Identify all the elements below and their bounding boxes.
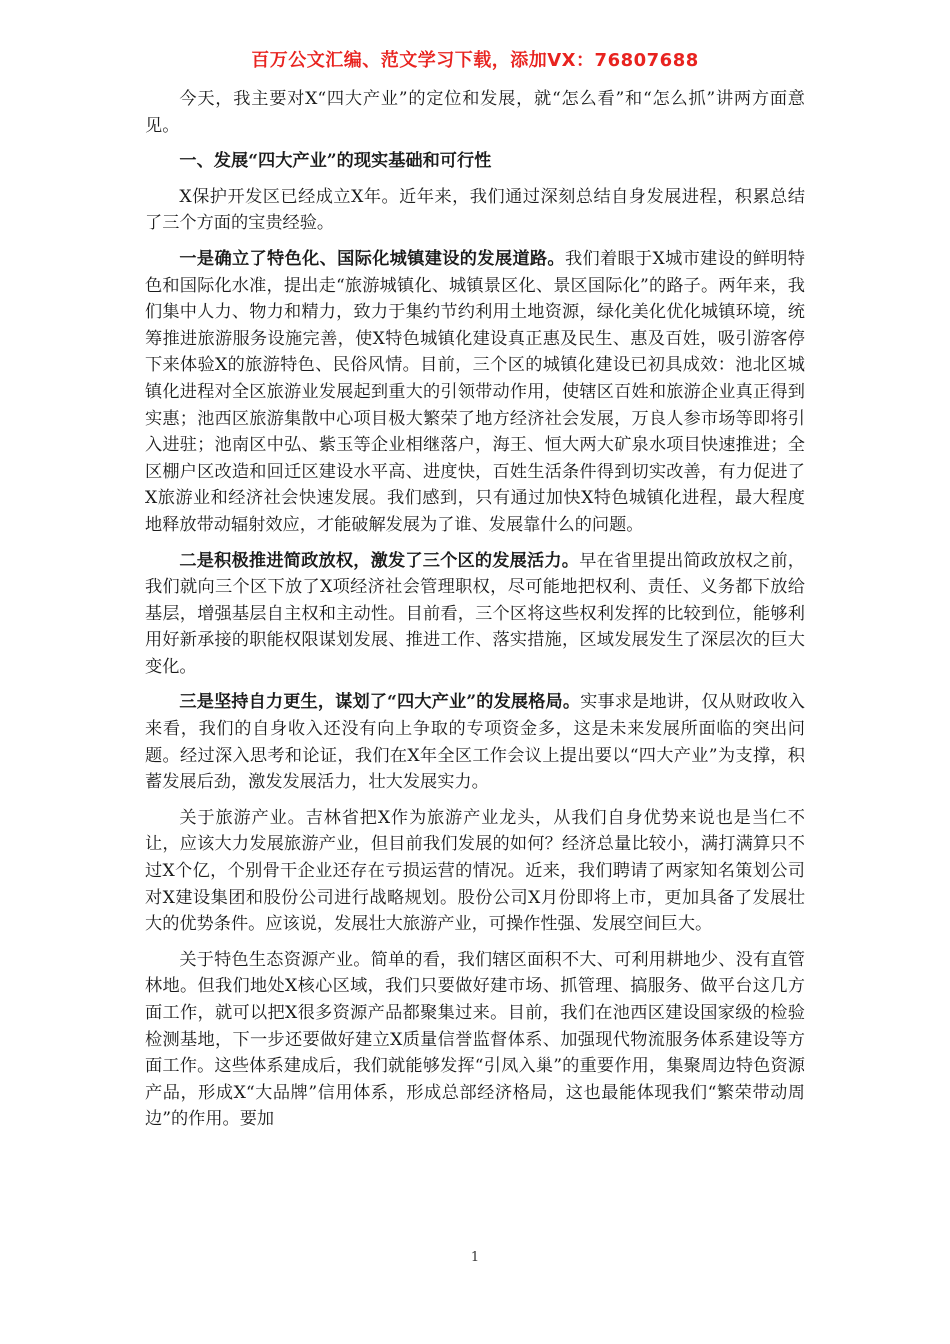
point-two-body: 早在省里提出简政放权之前，我们就向三个区下放了X项经济社会管理职权，尽可能地把权利、责任、义务都下放给基层，增强基层自主权和主动性。目前看，三个区将这些权利发挥的比较到位，能够利用好新承接的职能权限谋划发展、推进工作、落实措施，区域发展发生了深层次的巨大变化。 [145,550,805,677]
point-three-lead: 三是坚持自力更生，谋划了“四大产业”的发展格局。 [179,692,581,713]
point-two-paragraph [145,548,805,681]
watermark-header: 百万公文汇编、范文学习下载，添加VX：76807688 [251,50,699,71]
section-heading: 一、发展“四大产业”的现实基础和可行性 [179,151,492,172]
page-number: 1 [470,1250,480,1265]
background-paragraph: X保护开发区已经成立X年。近年来，我们通过深刻总结自身发展进程，积累总结了三个方面的宝贵经验。 [145,186,805,234]
ecology-paragraph: 关于特色生态资源产业。简单的看，我们辖区面积不大、可利用耕地少、没有直管林地。但我们地处X核心区域，我们只要做好建市场、抓管理、搞服务、做平台这几方面工作，就可以把X很多资源产品都聚集过来。目前，我们在池西区建设国家级的检验检测基地，下一步还要做好建立X质量信誉监督体系、加强现代物流服务体系建设等方面工作。这些体系建成后，我们就能够发挥“引凤入巢”的重要作用，集聚周边特色资源产品，形成X“大品牌”信用体系，形成总部经济格局，这也最能体现我们“繁荣带动周边”的作用。要加 [145,949,805,1130]
point-two-lead: 二是积极推进简政放权，激发了三个区的发展活力。 [179,550,580,571]
document-body [145,86,805,1142]
tourism-paragraph: 关于旅游产业。吉林省把X作为旅游产业龙头，从我们自身优势来说也是当仁不让，应该大力发展旅游产业，但目前我们发展的如何？经济总量比较小，满打满算只不过X个亿，个别骨干企业还存在亏损运营的情况。近来，我们聘请了两家知名策划公司对X建设集团和股份公司进行战略规划。股份公司X月份即将上市，更加具备了发展壮大的优势条件。应该说，发展壮大旅游产业，可操作性强、发展空间巨大。 [145,807,805,935]
point-three-paragraph [145,689,805,795]
point-one-body: 我们着眼于X城市建设的鲜明特色和国际化水准，提出走“旅游城镇化、城镇景区化、景区国际化”的路子。两年来，我们集中人力、物力和精力，致力于集约节约利用土地资源，绿化美化优化城镇环境，统筹推进旅游服务设施完善，使X特色城镇化建设真正惠及民生、惠及百姓，吸引游客停下来体验X的旅游特色、民俗风情。目前，三个区的城镇化建设已初具成效：池北区城镇化进程对全区旅游业发展起到重大的引领带动作用，使辖区百姓和旅游企业真正得到实惠；池西区旅游集散中心项目极大繁荣了地方经济社会发展，万良人参市场等即将引入进驻；池南区中弘、紫玉等企业相继落户，海王、恒大两大矿泉水项目快速推进；全区棚户区改造和回迁区建设水平高、进度快，百姓生活条件得到切实改善，有力促进了X旅游业和经济社会快速发展。我们感到，只有通过加快X特色城镇化进程，最大程度地释放带动辐射效应，才能破解发展为了谁、发展靠什么的问题。 [145,248,805,535]
point-one-lead: 一是确立了特色化、国际化城镇建设的发展道路。 [179,248,565,269]
point-one-paragraph [145,246,805,539]
intro-paragraph: 今天，我主要对X“四大产业”的定位和发展，就“怎么看”和“怎么抓”讲两方面意见。 [145,89,805,136]
point-three-body: 实事求是地讲，仅从财政收入来看，我们的自身收入还没有向上争取的专项资金多，这是未来发展所面临的突出问题。经过深入思考和论证，我们在X年全区工作会议上提出要以“四大产业”为支撑，积蓄发展后劲，激发发展活力，壮大发展实力。 [145,692,805,793]
